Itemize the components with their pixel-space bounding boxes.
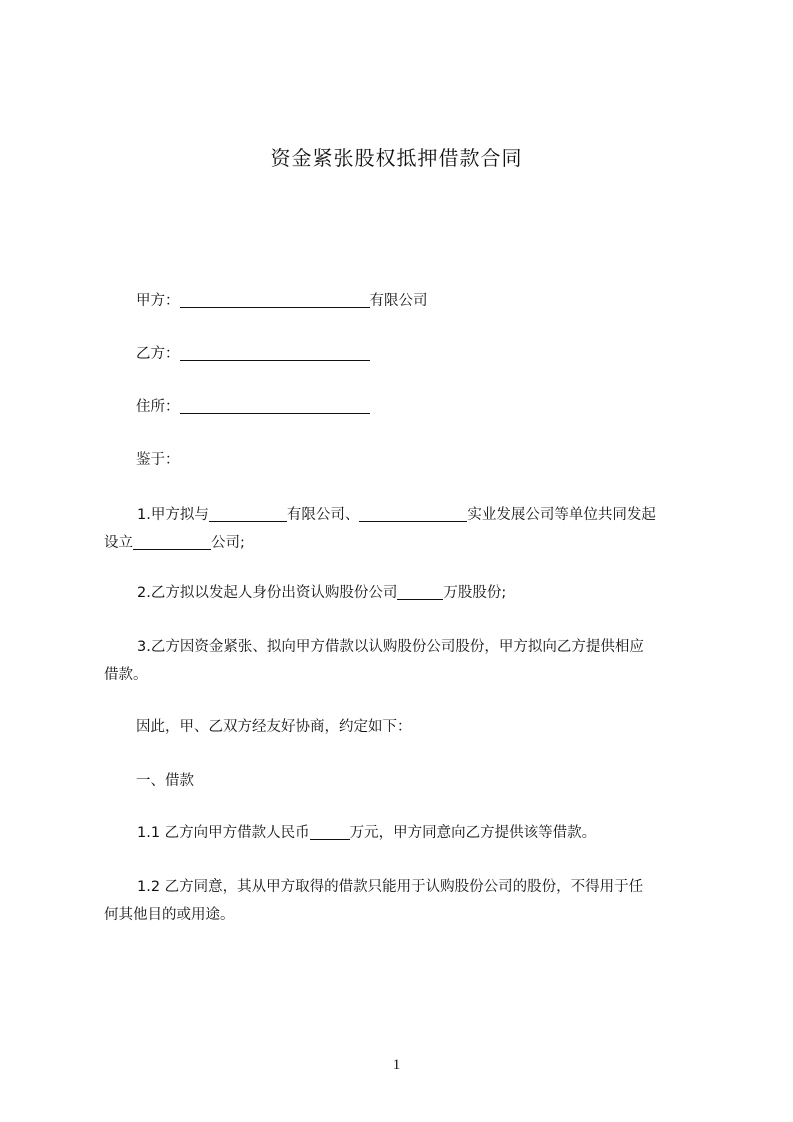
party-b-line xyxy=(104,340,736,368)
agreement-intro-text: 因此，甲、乙双方经友好协商，约定如下： xyxy=(136,719,412,735)
clause-1-2-line1-text: 1.2 乙方同意，其从甲方取得的借款只能用于认购股份公司的股份，不得用于任 xyxy=(137,879,644,895)
clause-1-part1: 1.甲方拟与 xyxy=(137,507,209,523)
clause-1-part3: 实业发展公司等单位共同发起 xyxy=(467,507,656,523)
clause-1-1-part1: 1.1 乙方向甲方借款人民币 xyxy=(137,825,310,841)
address-label: 住所： xyxy=(136,399,180,415)
clause-2-blank xyxy=(397,581,443,600)
clause-1-1-line xyxy=(104,819,737,847)
clause-3-line1-text: 3.乙方因资金紧张、拟向甲方借款以认购股份公司股份，甲方拟向乙方提供相应 xyxy=(137,639,644,655)
clause-3-line-2 xyxy=(104,661,704,689)
party-a-line xyxy=(104,287,736,315)
address-blank xyxy=(180,395,370,414)
clause-1-blank-3 xyxy=(133,531,211,550)
clause-1-2-line-1 xyxy=(104,873,737,901)
clause-1-part4: 设立 xyxy=(104,535,133,551)
party-a-label: 甲方： xyxy=(136,293,180,309)
clause-2-part2: 万股股份; xyxy=(443,585,507,601)
clause-1-1-blank xyxy=(310,821,350,840)
address-line xyxy=(104,393,736,421)
page-number: 1 xyxy=(392,1057,401,1073)
clause-3-line-1 xyxy=(104,633,737,661)
party-a-blank xyxy=(180,289,370,308)
section-1-heading xyxy=(104,767,736,795)
clause-1-line-2 xyxy=(104,529,704,557)
whereas-line xyxy=(104,446,736,474)
clause-3-line2-text: 借款。 xyxy=(104,667,148,683)
party-b-label: 乙方： xyxy=(136,346,180,362)
document-title: 资金紧张股权抵押借款合同 xyxy=(270,146,523,170)
clause-1-2-line2-text: 何其他目的或用途。 xyxy=(104,907,235,923)
agreement-intro xyxy=(104,713,736,741)
clause-1-part5: 公司; xyxy=(211,535,245,551)
party-b-blank xyxy=(180,342,370,361)
clause-1-1-part2: 万元，甲方同意向乙方提供该等借款。 xyxy=(349,825,597,841)
clause-2-line xyxy=(104,579,737,607)
clause-2-part1: 2.乙方拟以发起人身份出资认购股份公司 xyxy=(137,585,398,601)
clause-1-blank-2 xyxy=(359,503,467,522)
clause-1-2-line-2 xyxy=(104,901,704,929)
clause-1-part2: 有限公司、 xyxy=(286,507,360,523)
clause-1-line-1 xyxy=(104,501,737,529)
section-1-heading-text: 一、借款 xyxy=(136,773,194,789)
whereas-label: 鉴于： xyxy=(136,452,180,468)
clause-1-blank-1 xyxy=(209,503,287,522)
party-a-suffix: 有限公司 xyxy=(369,293,428,309)
